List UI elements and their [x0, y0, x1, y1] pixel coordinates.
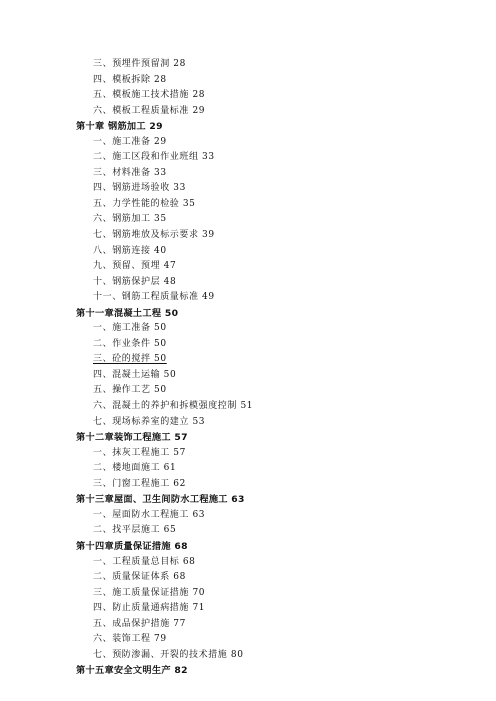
- section-title: 十、钢筋保护层 48: [93, 276, 177, 287]
- section-title: 三、砼的搅拌 50: [93, 354, 167, 365]
- section-title: 五、操作工艺 50: [93, 385, 167, 396]
- toc-chapter-heading: [0, 119, 496, 135]
- section-title: 四、防止质量通病措施 71: [93, 603, 206, 614]
- section-title: 六、装饰工程 79: [93, 634, 167, 645]
- toc-section-entry: [0, 446, 496, 462]
- toc-chapter-heading: [0, 430, 496, 446]
- chapter-title: 第十五章安全文明生产 82: [76, 665, 188, 677]
- toc-section-entry: [0, 88, 496, 104]
- toc-section-entry: [0, 212, 496, 228]
- toc-section-entry: [0, 586, 496, 602]
- section-title: 一、施工准备 29: [93, 136, 167, 147]
- chapter-title: 第十三章屋面、卫生间防水工程施工 63: [76, 494, 245, 506]
- section-title: 十一、钢筋工程质量标准 49: [93, 292, 215, 303]
- section-title: 四、模板拆除 28: [93, 74, 167, 85]
- chapter-title: 第十四章质量保证措施 68: [76, 540, 188, 552]
- section-title: 六、模板工程质量标准 29: [93, 105, 206, 116]
- toc-section-entry: [0, 415, 496, 431]
- toc-section-entry: [0, 617, 496, 633]
- toc-section-entry: [0, 259, 496, 275]
- section-title: 一、施工准备 50: [93, 323, 167, 334]
- section-title: 三、施工质量保证措施 70: [93, 587, 206, 598]
- section-title: 五、力学性能的检验 35: [93, 198, 196, 209]
- toc-section-entry: [0, 570, 496, 586]
- table-of-contents: [0, 57, 496, 679]
- toc-chapter-heading: [0, 539, 496, 555]
- toc-section-entry: [0, 477, 496, 493]
- toc-section-entry: [0, 508, 496, 524]
- section-title: 二、施工区段和作业班组 33: [93, 152, 215, 163]
- toc-section-entry: [0, 57, 496, 73]
- toc-section-entry: [0, 352, 496, 368]
- section-title: 九、预留、预埋 47: [93, 261, 177, 272]
- section-title: 七、预防渗漏、开裂的技术措施 80: [93, 649, 244, 660]
- section-title: 二、质量保证体系 68: [93, 572, 186, 583]
- toc-section-entry: [0, 523, 496, 539]
- section-title: 一、抹灰工程施工 57: [93, 447, 186, 458]
- toc-section-entry: [0, 150, 496, 166]
- toc-section-entry: [0, 368, 496, 384]
- toc-section-entry: [0, 321, 496, 337]
- toc-section-entry: [0, 648, 496, 664]
- toc-section-entry: [0, 337, 496, 353]
- section-title: 三、材料准备 33: [93, 167, 167, 178]
- toc-section-entry: [0, 383, 496, 399]
- section-title: 六、钢筋加工 35: [93, 214, 167, 225]
- section-title: 二、作业条件 50: [93, 338, 167, 349]
- toc-section-entry: [0, 399, 496, 415]
- section-title: 七、钢筋堆放及标示要求 39: [93, 230, 215, 241]
- toc-section-entry: [0, 228, 496, 244]
- section-title: 二、楼地面施工 61: [93, 463, 177, 474]
- toc-section-entry: [0, 275, 496, 291]
- toc-section-entry: [0, 73, 496, 89]
- toc-chapter-heading: [0, 492, 496, 508]
- toc-chapter-heading: [0, 306, 496, 322]
- toc-chapter-heading: [0, 663, 496, 679]
- section-title: 四、混凝土运输 50: [93, 369, 177, 380]
- section-title: 一、屋面防水工程施工 63: [93, 509, 206, 520]
- section-title: 三、预埋件预留洞 28: [93, 59, 186, 69]
- section-title: 四、钢筋进场验收 33: [93, 183, 186, 194]
- section-title: 五、模板施工技术措施 28: [93, 90, 206, 101]
- toc-section-entry: [0, 135, 496, 151]
- section-title: 二、找平层施工 65: [93, 525, 177, 536]
- chapter-title: 第十章 钢筋加工 29: [76, 121, 163, 133]
- section-title: 七、现场标养室的建立 53: [93, 416, 206, 427]
- toc-section-entry: [0, 632, 496, 648]
- toc-section-entry: [0, 461, 496, 477]
- toc-section-entry: [0, 181, 496, 197]
- toc-section-entry: [0, 197, 496, 213]
- toc-section-entry: [0, 244, 496, 260]
- section-title: 一、工程质量总目标 68: [93, 556, 196, 567]
- section-title: 八、钢筋连接 40: [93, 245, 167, 256]
- section-title: 三、门窗工程施工 62: [93, 478, 186, 489]
- section-title: 六、混凝土的养护和拆模强度控制 51: [93, 401, 254, 412]
- toc-section-entry: [0, 104, 496, 120]
- toc-section-entry: [0, 555, 496, 571]
- toc-section-entry: [0, 290, 496, 306]
- chapter-title: 第十一章混凝土工程 50: [76, 307, 179, 319]
- toc-section-entry: [0, 166, 496, 182]
- chapter-title: 第十二章装饰工程施工 57: [76, 432, 188, 444]
- section-title: 五、成品保护措施 77: [93, 618, 186, 629]
- toc-section-entry: [0, 601, 496, 617]
